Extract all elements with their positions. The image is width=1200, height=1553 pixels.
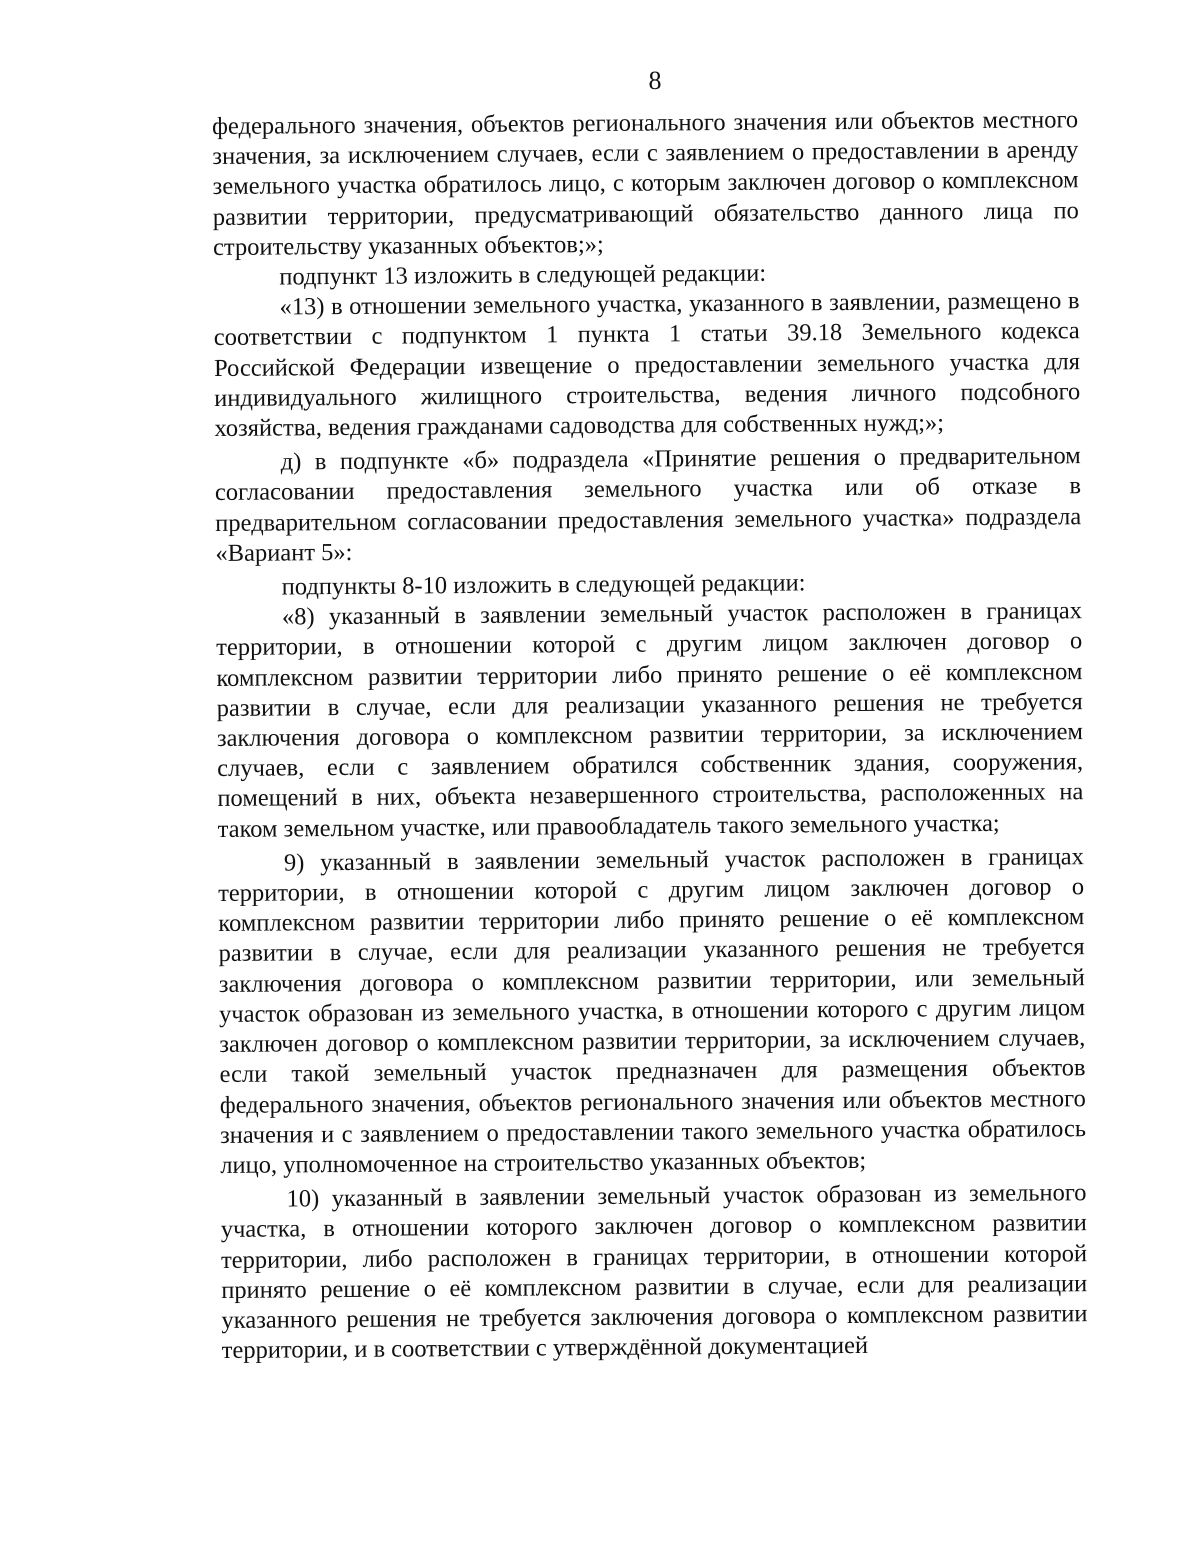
paragraph-subitem-13-intro: подпункт 13 изложить в следующей редакции: xyxy=(279,259,767,291)
document-body xyxy=(212,105,1088,1366)
paragraph-subitem-13: «13) в отношении земельного участка, указанного в заявлении, размещено в соответствии с подпунктом 1 пункта 1 статьи 39.18 Земельного кодекса Российской Федерации извещение о предоставлении земельного участка для индивидуального жилищного строительства, ведения личного подсобного хозяйства, ведения гражданами садоводства для собственных нужд;»; xyxy=(213,287,1081,443)
paragraph-subitem-8: «8) указанный в заявлении земельный участок расположен в границах территории, в отношении которой с другим лицом заключен договор о комплексном развитии территории либо принято решение о её комплексном развитии в случае, если для реализации указанного решения не требуется заключения договора о комплексном развитии территории, за исключением случаев, если с заявлением обратился собственник здания, сооружения, помещений в них, объекта незавершенного строительства, расположенных на таком земельном участке, или правообладатель такого земельного участка; xyxy=(216,597,1084,843)
paragraph-continuation: федерального значения, объектов регионального значения или объектов местного значения, за исключением случаев, если с заявлением о предоставлении в аренду земельного участка обратилось лицо, с которым заключен договор о комплексном развитии территории, предусматривающий обязательство данного лица по строительству указанных объектов;»; xyxy=(212,106,1079,261)
paragraph-subitem-10: 10) указанный в заявлении земельный участок образован из земельного участка, в отношении которого заключен договор о комплексном развитии территории, либо расположен в границах территории, в отношении которой принято решение о её комплексном развитии в случае, если для реализации указанного решения не требуется заключения договора о комплексном развитии территории, и в соответствии с утверждённой документацией xyxy=(220,1179,1088,1365)
paragraph-subitems-8-10-intro: подпункты 8-10 изложить в следующей редакции: xyxy=(281,569,806,601)
paragraph-item-d: д) в подпункте «б» подраздела «Принятие решения о предварительном согласовании предоставления земельного участка или об отказе в предварительном согласовании предоставления земельного участка» подраздела «Вариант 5»: xyxy=(214,442,1082,567)
page-number: 8 xyxy=(648,66,662,95)
paragraph-subitem-9: 9) указанный в заявлении земельный участок расположен в границах территории, в отношении которой с другим лицом заключен договор о комплексном развитии территории либо принято решение о её комплексном развитии в случае, если для реализации указанного решения не требуется заключения договора о комплексном развитии территории, или земельный участок образован из земельного участка, в отношении которого с другим лицом заключен договор о комплексном развитии территории, за исключением случаев, если такой земельный участок предназначен для размещения объектов федерального значения, объектов регионального значения или объектов местного значения и с заявлением о предоставлении такого земельного участка обратилось лицо, уполномоченное на строительство указанных объектов; xyxy=(218,843,1087,1179)
